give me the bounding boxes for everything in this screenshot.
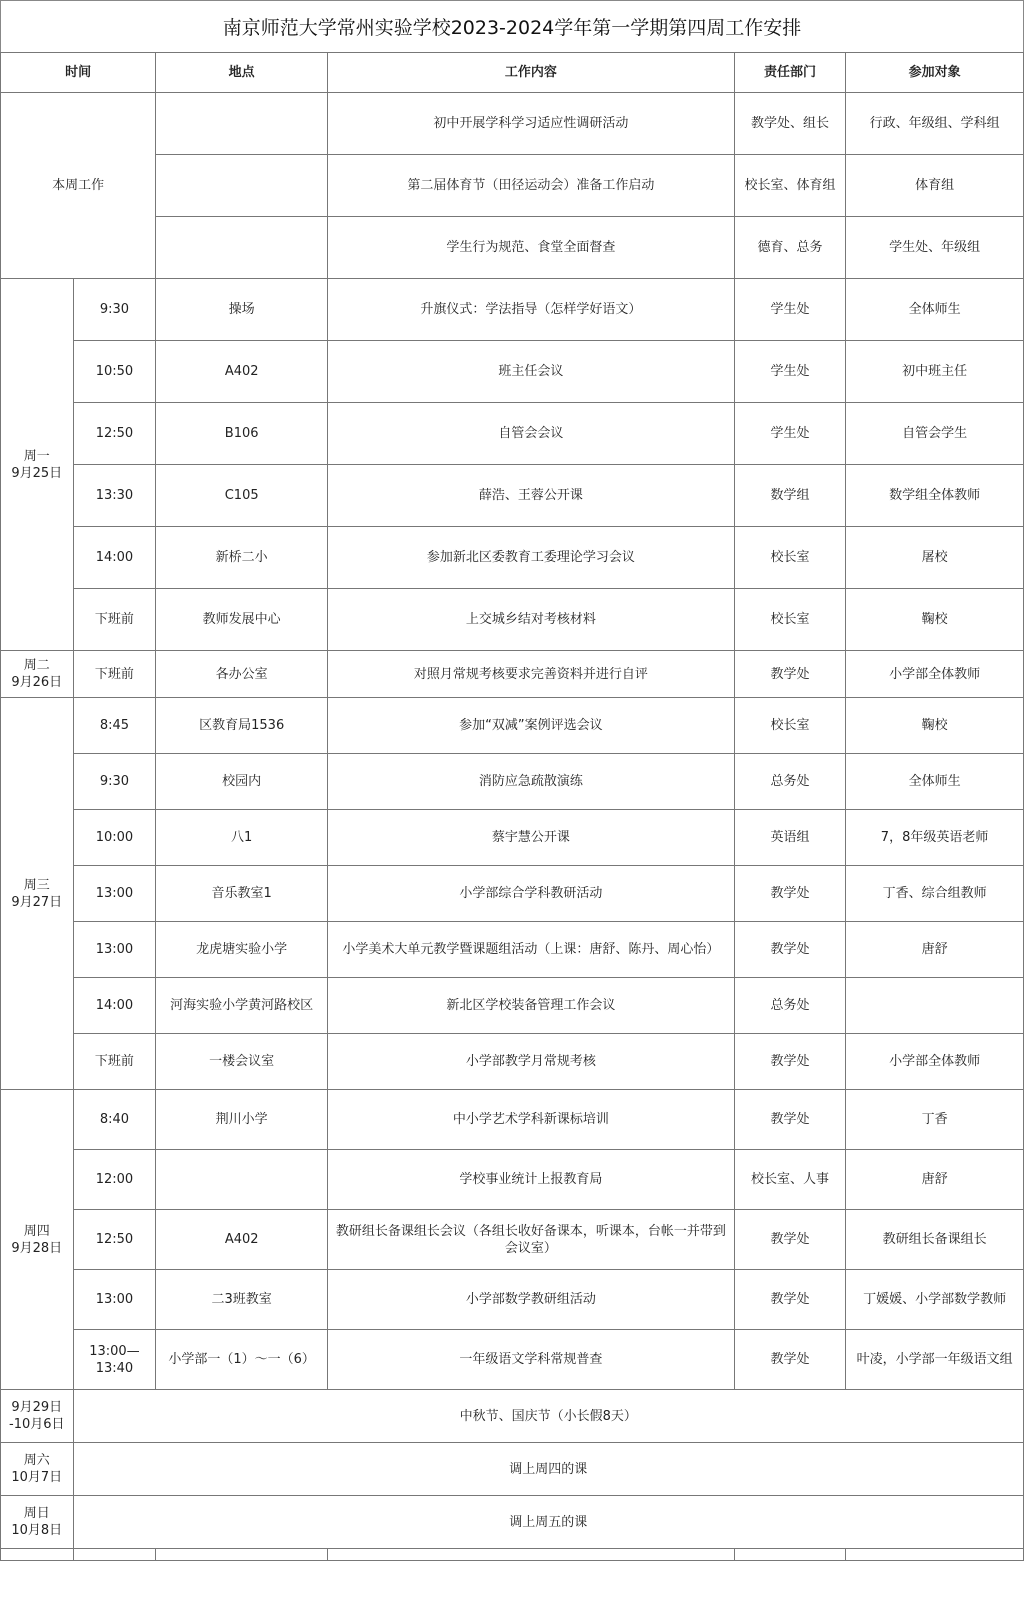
cell-place: 新桥二小 (156, 527, 328, 589)
cell-participants: 小学部全体教师 (846, 1034, 1024, 1090)
header-place: 地点 (156, 53, 328, 93)
cell-participants: 体育组 (846, 155, 1024, 217)
day-cell (1, 1390, 74, 1443)
cell-content: 新北区学校装备管理工作会议 (328, 978, 735, 1034)
empty-cell (328, 1549, 735, 1561)
cell-content: 小学部数学教研组活动 (328, 1270, 735, 1330)
cell-place: 小学部一（1）～一（6） (156, 1330, 328, 1390)
cell-time: 9:30 (73, 754, 156, 810)
empty-cell (156, 1549, 328, 1561)
day-cell (1, 1090, 74, 1390)
cell-dept: 教学处 (734, 1330, 845, 1390)
cell-dept: 教学处 (734, 1090, 845, 1150)
cell-participants: 自管会学生 (846, 403, 1024, 465)
day-date: 10月8日 (11, 1523, 63, 1538)
cell-dept: 教学处、组长 (734, 93, 845, 155)
header-time: 时间 (1, 53, 156, 93)
cell-time: 9:30 (73, 279, 156, 341)
cell-place: 河海实验小学黄河路校区 (156, 978, 328, 1034)
day-date: -10月6日 (9, 1417, 65, 1432)
cell-participants: 小学部全体教师 (846, 651, 1024, 698)
empty-cell (846, 1549, 1024, 1561)
cell-participants: 教研组长备课组长 (846, 1210, 1024, 1270)
trailing-grid-row (1, 1549, 1024, 1561)
cell-content: 一年级语文学科常规普查 (328, 1330, 735, 1390)
cell-content: 教研组长备课组长会议（各组长收好备课本，听课本，台帐一并带到会议室） (328, 1210, 735, 1270)
cell-content: 初中开展学科学习适应性调研活动 (328, 93, 735, 155)
cell-participants: 丁香 (846, 1090, 1024, 1150)
cell-dept: 校长室、人事 (734, 1150, 845, 1210)
schedule-row (1, 698, 1024, 754)
holiday-row (1, 1496, 1024, 1549)
schedule-row (1, 978, 1024, 1034)
schedule-table (0, 52, 1024, 1561)
day-name: 周二 (23, 658, 50, 673)
day-name: 周六 (23, 1453, 50, 1468)
cell-time: 8:45 (73, 698, 156, 754)
cell-content: 学校事业统计上报教育局 (328, 1150, 735, 1210)
cell-content: 升旗仪式：学法指导（怎样学好语文） (328, 279, 735, 341)
cell-dept: 英语组 (734, 810, 845, 866)
holiday-row (1, 1443, 1024, 1496)
day-date: 10月7日 (11, 1470, 63, 1485)
day-date: 9月25日 (11, 465, 63, 481)
header-dept: 责任部门 (734, 53, 845, 93)
empty-cell (73, 1549, 156, 1561)
day-name: 9月29日 (11, 1400, 63, 1415)
holiday-row (1, 1390, 1024, 1443)
week-work-row (1, 93, 1024, 155)
day-name: 周三 (23, 877, 50, 893)
day-date: 9月27日 (11, 894, 63, 910)
cell-participants: 丁媛媛、小学部数学教师 (846, 1270, 1024, 1330)
day-name: 周四 (23, 1223, 50, 1239)
week-work-label: 本周工作 (1, 93, 156, 279)
cell-content: 小学部教学月常规考核 (328, 1034, 735, 1090)
schedule-row (1, 1210, 1024, 1270)
day-cell (1, 1443, 74, 1496)
cell-place: 教师发展中心 (156, 589, 328, 651)
cell-time: 13:00 (73, 1270, 156, 1330)
cell-place: 龙虎塘实验小学 (156, 922, 328, 978)
cell-time: 下班前 (73, 651, 156, 698)
schedule-row (1, 403, 1024, 465)
cell-dept: 教学处 (734, 1034, 845, 1090)
cell-place: 一楼会议室 (156, 1034, 328, 1090)
cell-participants: 初中班主任 (846, 341, 1024, 403)
header-participants: 参加对象 (846, 53, 1024, 93)
schedule-row (1, 465, 1024, 527)
cell-content: 小学部综合学科教研活动 (328, 866, 735, 922)
cell-participants: 叶凌，小学部一年级语文组 (846, 1330, 1024, 1390)
cell-time: 12:50 (73, 1210, 156, 1270)
schedule-row (1, 1270, 1024, 1330)
cell-dept: 总务处 (734, 978, 845, 1034)
cell-place: C105 (156, 465, 328, 527)
schedule-row (1, 341, 1024, 403)
schedule-row (1, 866, 1024, 922)
cell-participants: 鞠校 (846, 589, 1024, 651)
schedule-row (1, 589, 1024, 651)
cell-participants (846, 978, 1024, 1034)
holiday-content: 调上周五的课 (73, 1496, 1023, 1549)
cell-participants: 全体师生 (846, 279, 1024, 341)
cell-place: 荆川小学 (156, 1090, 328, 1150)
schedule-row (1, 1034, 1024, 1090)
cell-place: 操场 (156, 279, 328, 341)
cell-time: 13:00 (73, 922, 156, 978)
cell-place: B106 (156, 403, 328, 465)
cell-content: 对照月常规考核要求完善资料并进行自评 (328, 651, 735, 698)
schedule-row (1, 527, 1024, 589)
schedule-row (1, 1330, 1024, 1390)
cell-participants: 屠校 (846, 527, 1024, 589)
empty-cell (734, 1549, 845, 1561)
cell-participants: 鞠校 (846, 698, 1024, 754)
cell-time: 14:00 (73, 527, 156, 589)
cell-place (156, 217, 328, 279)
day-cell (1, 698, 74, 1090)
cell-participants: 学生处、年级组 (846, 217, 1024, 279)
schedule-row (1, 279, 1024, 341)
cell-content: 蔡宇慧公开课 (328, 810, 735, 866)
schedule-row (1, 754, 1024, 810)
empty-cell (1, 1549, 74, 1561)
cell-time: 14:00 (73, 978, 156, 1034)
cell-dept: 学生处 (734, 403, 845, 465)
cell-dept: 总务处 (734, 754, 845, 810)
cell-dept: 校长室 (734, 698, 845, 754)
day-name: 周日 (23, 1506, 50, 1521)
day-cell (1, 279, 74, 651)
day-date: 9月28日 (11, 1240, 63, 1256)
schedule-row (1, 1090, 1024, 1150)
cell-time: 下班前 (73, 589, 156, 651)
cell-participants: 唐舒 (846, 1150, 1024, 1210)
cell-content: 参加“双减”案例评选会议 (328, 698, 735, 754)
cell-time: 12:50 (73, 403, 156, 465)
cell-content: 第二届体育节（田径运动会）准备工作启动 (328, 155, 735, 217)
cell-content: 自管会会议 (328, 403, 735, 465)
cell-dept: 教学处 (734, 866, 845, 922)
schedule-row (1, 810, 1024, 866)
holiday-content: 调上周四的课 (73, 1443, 1023, 1496)
cell-participants: 数学组全体教师 (846, 465, 1024, 527)
holiday-content: 中秋节、国庆节（小长假8天） (73, 1390, 1023, 1443)
cell-dept: 教学处 (734, 1210, 845, 1270)
cell-content: 参加新北区委教育工委理论学习会议 (328, 527, 735, 589)
cell-time: 10:00 (73, 810, 156, 866)
cell-place: A402 (156, 1210, 328, 1270)
cell-participants: 7，8年级英语老师 (846, 810, 1024, 866)
cell-dept: 教学处 (734, 1270, 845, 1330)
header-content: 工作内容 (328, 53, 735, 93)
cell-dept: 数学组 (734, 465, 845, 527)
cell-dept: 教学处 (734, 651, 845, 698)
cell-dept: 学生处 (734, 279, 845, 341)
cell-dept: 学生处 (734, 341, 845, 403)
cell-dept: 德育、总务 (734, 217, 845, 279)
day-date: 9月26日 (11, 675, 63, 690)
cell-time: 13:00—13:40 (73, 1330, 156, 1390)
cell-dept: 校长室 (734, 589, 845, 651)
cell-time: 13:00 (73, 866, 156, 922)
cell-time: 12:00 (73, 1150, 156, 1210)
day-cell (1, 651, 74, 698)
schedule-row (1, 922, 1024, 978)
cell-place: 各办公室 (156, 651, 328, 698)
cell-content: 上交城乡结对考核材料 (328, 589, 735, 651)
page-title: 南京师范大学常州实验学校2023-2024学年第一学期第四周工作安排 (0, 0, 1024, 52)
day-name: 周一 (23, 448, 50, 464)
day-cell (1, 1496, 74, 1549)
cell-place: 二3班教室 (156, 1270, 328, 1330)
cell-time: 10:50 (73, 341, 156, 403)
cell-place: 校园内 (156, 754, 328, 810)
cell-dept: 校长室 (734, 527, 845, 589)
cell-place (156, 155, 328, 217)
cell-dept: 教学处 (734, 922, 845, 978)
cell-place: 区教育局1536 (156, 698, 328, 754)
cell-content: 小学美术大单元教学暨课题组活动（上课：唐舒、陈丹、周心怡） (328, 922, 735, 978)
cell-place: 八1 (156, 810, 328, 866)
cell-time: 13:30 (73, 465, 156, 527)
cell-content: 学生行为规范、食堂全面督查 (328, 217, 735, 279)
cell-place (156, 93, 328, 155)
cell-time: 下班前 (73, 1034, 156, 1090)
cell-participants: 唐舒 (846, 922, 1024, 978)
cell-place (156, 1150, 328, 1210)
cell-time: 8:40 (73, 1090, 156, 1150)
cell-place: A402 (156, 341, 328, 403)
header-row (1, 53, 1024, 93)
cell-content: 中小学艺术学科新课标培训 (328, 1090, 735, 1150)
cell-place: 音乐教室1 (156, 866, 328, 922)
cell-participants: 全体师生 (846, 754, 1024, 810)
cell-participants: 丁香、综合组教师 (846, 866, 1024, 922)
cell-participants: 行政、年级组、学科组 (846, 93, 1024, 155)
cell-content: 班主任会议 (328, 341, 735, 403)
schedule-row (1, 1150, 1024, 1210)
cell-dept: 校长室、体育组 (734, 155, 845, 217)
cell-content: 消防应急疏散演练 (328, 754, 735, 810)
cell-content: 薛浩、王蓉公开课 (328, 465, 735, 527)
schedule-row (1, 651, 1024, 698)
